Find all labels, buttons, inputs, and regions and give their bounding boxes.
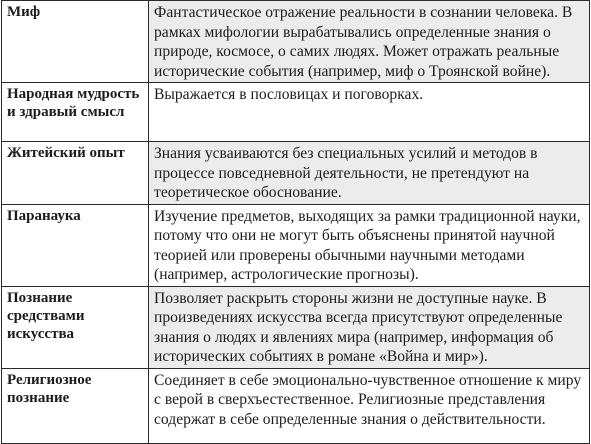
description-cell: Соединяет в себе эмоционально-чувственное отношение к миру с верой в сверхъестественное. Религиозные представления содержат в себе определенные знания о действительности. [149,368,590,443]
table-row [2,204,590,286]
table-row [2,83,590,142]
table-row [2,368,590,443]
description-cell: Фантастическое отражение реальности в сознании человека. В рамках мифологии вырабатывались определенные знания о природе, космосе, о самих людях. Может отражать реальные исторические события (например, миф о Троянской войне). [149,1,590,83]
description-cell: Изучение предметов, выходящих за рамки традиционной науки, потому что они не могут быть объяснены принятой научной теорией или проверены обычными научными методами (например, астрологические прогнозы). [149,204,590,286]
description-cell: Знания усваиваются без специальных усилий и методов в процессе повседневной деятельности, не претендуют на теоретическое обоснование. [149,142,590,205]
description-cell: Позволяет раскрыть стороны жизни не доступные науке. В произведениях искусства всегда присутствуют определенные знания о людях и явлениях мира (например, информация об исторических событиях в романе «Война и мир»). [149,286,590,368]
term-cell: Паранаука [2,204,149,286]
term-cell: Познание средствами искусства [2,286,149,368]
term-cell: Миф [2,1,149,83]
term-cell: Житейский опыт [2,142,149,205]
term-cell: Народная мудрость и здравый смысл [2,83,149,142]
table-row [2,286,590,368]
description-cell: Выражается в пословицах и поговорках. [149,83,590,142]
table-row [2,1,590,83]
knowledge-forms-table [1,0,590,444]
table-row [2,142,590,205]
term-cell: Религиозное познание [2,368,149,443]
